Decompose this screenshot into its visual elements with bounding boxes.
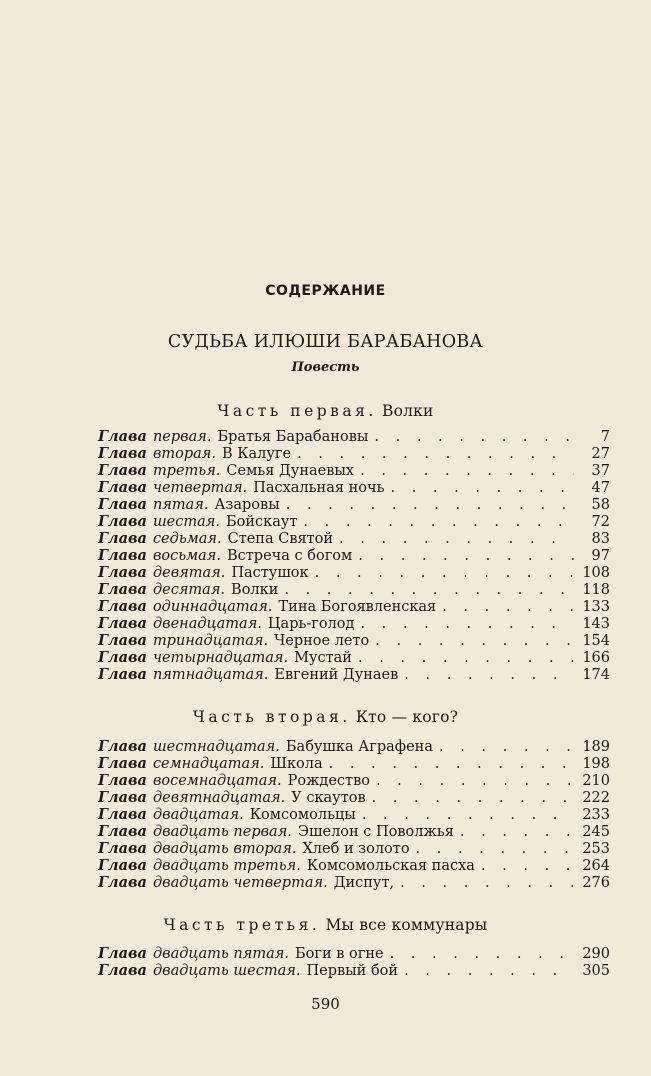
- leader-dots: [390, 480, 574, 497]
- chapter-page: 97: [591, 548, 610, 564]
- chapter-word: Глава: [98, 564, 147, 581]
- chapter-word: Глава: [98, 806, 147, 823]
- leader-dots: [358, 650, 574, 667]
- part-title: [0, 916, 651, 934]
- chapter-ordinal: третья.: [152, 463, 221, 479]
- toc-entry: [98, 649, 610, 666]
- chapter-page: 154: [582, 633, 610, 649]
- work-genre: Повесть: [291, 360, 360, 375]
- chapter-ordinal: пятая.: [152, 497, 209, 513]
- chapter-word: Глава: [98, 666, 147, 683]
- chapter-ordinal: четырнадцатая.: [152, 650, 289, 666]
- chapter-ordinal: двадцать вторая.: [152, 841, 297, 857]
- toc-entry: [98, 598, 610, 615]
- leader-dots: [372, 790, 574, 807]
- leader-dots: [390, 946, 574, 963]
- toc-entry: [98, 632, 610, 649]
- leader-dots: [297, 446, 574, 463]
- chapter-title: Волки: [231, 582, 279, 598]
- leader-dots: [286, 497, 574, 514]
- chapter-page: 47: [591, 480, 610, 496]
- toc-entry: [98, 479, 610, 496]
- chapter-page: 198: [582, 756, 610, 772]
- part-name: Кто — кого?: [355, 708, 459, 726]
- toc-entry: [98, 962, 610, 979]
- chapter-ordinal: двадцать третья.: [152, 858, 301, 874]
- leader-dots: [439, 739, 574, 756]
- chapter-ordinal: семнадцатая.: [152, 756, 265, 772]
- chapter-title: Царь-голод: [267, 616, 355, 632]
- toc-entry: [98, 945, 610, 962]
- leader-dots: [481, 858, 574, 875]
- chapter-word: Глава: [98, 462, 147, 479]
- chapter-ordinal: девятнадцатая.: [152, 790, 286, 806]
- leader-dots: [339, 531, 574, 548]
- chapter-ordinal: двадцатая.: [152, 807, 244, 823]
- page-number: 590: [311, 995, 340, 1013]
- chapter-word: Глава: [98, 632, 147, 649]
- chapter-title: Диспут,: [333, 875, 395, 891]
- chapter-word: Глава: [98, 789, 147, 806]
- chapter-ordinal: тринадцатая.: [152, 633, 269, 649]
- toc-entry: [98, 462, 610, 479]
- chapter-title: Степа Святой: [227, 531, 334, 547]
- chapter-page: 245: [582, 824, 610, 840]
- chapter-ordinal: двадцать четвертая.: [152, 875, 328, 891]
- chapter-ordinal: девятая.: [152, 565, 226, 581]
- part-label: Часть третья.: [163, 916, 321, 934]
- part-title: [0, 708, 651, 726]
- chapter-page: 72: [591, 514, 610, 530]
- chapter-title: Бойскаут: [225, 514, 298, 530]
- toc-entry: [98, 547, 610, 564]
- chapter-word: Глава: [98, 445, 147, 462]
- chapter-ordinal: десятая.: [152, 582, 226, 598]
- toc-entry: [98, 857, 610, 874]
- chapter-page: 143: [582, 616, 610, 632]
- chapter-word: Глава: [98, 874, 147, 891]
- toc-part-1: [98, 428, 610, 683]
- toc-entry: [98, 513, 610, 530]
- toc-entry: [98, 496, 610, 513]
- part-title: [0, 402, 651, 420]
- chapter-title: Мустай: [294, 650, 352, 666]
- chapter-title: Встреча с богом: [227, 548, 353, 564]
- toc-entry: [98, 755, 610, 772]
- chapter-page: 7: [600, 429, 610, 445]
- chapter-title: Эшелон с Поволжья: [297, 824, 454, 840]
- toc-entry: [98, 789, 610, 806]
- chapter-page: 108: [582, 565, 610, 581]
- chapter-ordinal: двадцать пятая.: [152, 946, 289, 962]
- leader-dots: [374, 429, 574, 446]
- chapter-title: Евгений Дунаев: [274, 667, 399, 683]
- chapter-ordinal: первая.: [152, 429, 212, 445]
- chapter-page: 37: [591, 463, 610, 479]
- toc-part-3: [98, 945, 610, 979]
- chapter-page: 276: [582, 875, 610, 891]
- leader-dots: [329, 756, 574, 773]
- leader-dots: [404, 667, 574, 684]
- toc-entry: [98, 823, 610, 840]
- chapter-page: 253: [582, 841, 610, 857]
- chapter-title: Семья Дунаевых: [226, 463, 355, 479]
- leader-dots: [360, 463, 574, 480]
- leader-dots: [375, 633, 574, 650]
- leader-dots: [460, 824, 574, 841]
- chapter-word: Глава: [98, 962, 147, 979]
- chapter-title: Хлеб и золото: [302, 841, 410, 857]
- toc-part-2: [98, 738, 610, 891]
- leader-dots: [400, 875, 574, 892]
- toc-entry: [98, 564, 610, 581]
- chapter-page: 189: [582, 739, 610, 755]
- chapter-ordinal: вторая.: [152, 446, 216, 462]
- chapter-word: Глава: [98, 530, 147, 547]
- chapter-title: Боги в огне: [294, 946, 384, 962]
- chapter-page: 27: [591, 446, 610, 462]
- chapter-ordinal: седьмая.: [152, 531, 222, 547]
- toc-entry: [98, 840, 610, 857]
- chapter-page: 166: [582, 650, 610, 666]
- chapter-ordinal: восемнадцатая.: [152, 773, 282, 789]
- chapter-ordinal: шестая.: [152, 514, 220, 530]
- part-label: Часть вторая.: [192, 708, 351, 726]
- chapter-word: Глава: [98, 428, 147, 445]
- toc-entry: [98, 530, 610, 547]
- chapter-page: 305: [582, 963, 610, 979]
- chapter-word: Глава: [98, 823, 147, 840]
- chapter-page: 83: [591, 531, 610, 547]
- chapter-word: Глава: [98, 857, 147, 874]
- chapter-page: 174: [582, 667, 610, 683]
- chapter-word: Глава: [98, 547, 147, 564]
- chapter-word: Глава: [98, 513, 147, 530]
- part-name: Мы все коммунары: [325, 916, 488, 934]
- chapter-ordinal: двадцать шестая.: [152, 963, 301, 979]
- chapter-title: Тина Богоявленская: [278, 599, 437, 615]
- part-name: Волки: [382, 402, 434, 420]
- chapter-page: 264: [582, 858, 610, 874]
- chapter-page: 222: [582, 790, 610, 806]
- leader-dots: [360, 616, 574, 633]
- chapter-ordinal: восьмая.: [152, 548, 221, 564]
- chapter-page: 118: [582, 582, 610, 598]
- leader-dots: [284, 582, 574, 599]
- chapter-title: У скаутов: [291, 790, 366, 806]
- toc-entry: [98, 874, 610, 891]
- chapter-title: Братья Барабановы: [217, 429, 369, 445]
- leader-dots: [416, 841, 574, 858]
- chapter-page: 233: [582, 807, 610, 823]
- chapter-word: Глава: [98, 772, 147, 789]
- toc-entry: [98, 666, 610, 683]
- leader-dots: [315, 565, 574, 582]
- chapter-ordinal: шестнадцатая.: [152, 739, 280, 755]
- chapter-word: Глава: [98, 479, 147, 496]
- leader-dots: [303, 514, 574, 531]
- toc-entry: [98, 615, 610, 632]
- chapter-word: Глава: [98, 581, 147, 598]
- leader-dots: [442, 599, 574, 616]
- chapter-ordinal: четвертая.: [152, 480, 248, 496]
- chapter-title: Школа: [270, 756, 323, 772]
- chapter-page: 58: [591, 497, 610, 513]
- toc-entry: [98, 445, 610, 462]
- chapter-ordinal: двадцать первая.: [152, 824, 292, 840]
- toc-entry: [98, 428, 610, 445]
- leader-dots: [358, 548, 574, 565]
- chapter-title: Черное лето: [274, 633, 370, 649]
- chapter-title: В Калуге: [222, 446, 292, 462]
- chapter-page: 290: [582, 946, 610, 962]
- chapter-title: Первый бой: [306, 963, 399, 979]
- leader-dots: [376, 773, 574, 790]
- chapter-title: Комсомольская пасха: [306, 858, 475, 874]
- chapter-ordinal: пятнадцатая.: [152, 667, 269, 683]
- chapter-ordinal: одиннадцатая.: [152, 599, 273, 615]
- chapter-word: Глава: [98, 738, 147, 755]
- chapter-page: 133: [582, 599, 610, 615]
- toc-entry: [98, 772, 610, 789]
- chapter-word: Глава: [98, 840, 147, 857]
- chapter-title: Пастушок: [231, 565, 309, 581]
- chapter-title: Азаровы: [214, 497, 280, 513]
- toc-entry: [98, 581, 610, 598]
- chapter-title: Бабушка Аграфена: [285, 739, 433, 755]
- chapter-word: Глава: [98, 598, 147, 615]
- chapter-word: Глава: [98, 945, 147, 962]
- part-label: Часть первая.: [217, 402, 377, 420]
- chapter-ordinal: двенадцатая.: [152, 616, 262, 632]
- leader-dots: [404, 963, 574, 980]
- chapter-word: Глава: [98, 615, 147, 632]
- chapter-page: 210: [582, 773, 610, 789]
- toc-entry: [98, 738, 610, 755]
- chapter-word: Глава: [98, 496, 147, 513]
- toc-entry: [98, 806, 610, 823]
- chapter-title: Рождество: [287, 773, 370, 789]
- chapter-word: Глава: [98, 649, 147, 666]
- chapter-title: Комсомольцы: [249, 807, 356, 823]
- contents-heading: СОДЕРЖАНИЕ: [265, 283, 386, 299]
- work-title: СУДЬБА ИЛЮШИ БАРАБАНОВА: [167, 332, 484, 352]
- leader-dots: [362, 807, 574, 824]
- chapter-word: Глава: [98, 755, 147, 772]
- chapter-title: Пасхальная ночь: [253, 480, 385, 496]
